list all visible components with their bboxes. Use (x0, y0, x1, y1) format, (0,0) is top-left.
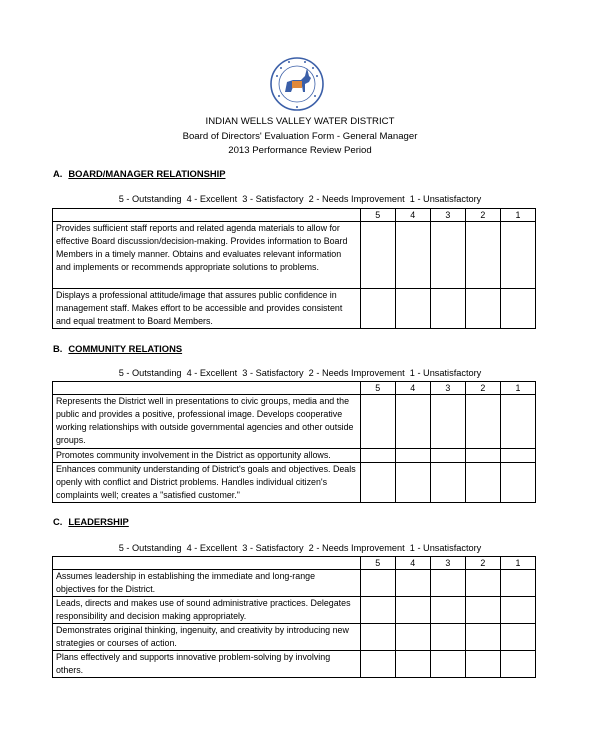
header-blank (53, 557, 361, 570)
rating-cell-1[interactable] (500, 651, 535, 678)
rating-cell-5[interactable] (360, 395, 395, 449)
rating-cell-1[interactable] (500, 395, 535, 449)
section-letter: C. (53, 516, 63, 527)
rating-scale-legend: 5 - Outstanding 4 - Excellent 3 - Satisfactory 2 - Needs Improvement 1 - Unsatisfactory (118, 368, 482, 378)
rating-cell-5[interactable] (360, 651, 395, 678)
rating-table-c (52, 556, 536, 678)
rating-cell-1[interactable] (500, 222, 535, 289)
rating-header: 4 (395, 209, 430, 222)
rating-cell-3[interactable] (430, 570, 465, 597)
rating-cell-1[interactable] (500, 597, 535, 624)
rating-cell-2[interactable] (465, 289, 500, 329)
criterion-text: Represents the District well in presentations to civic groups, media and the public and provides a positive, professional image. Develops cooperative working relationships with outside governmental agencies and other outside groups. (53, 395, 361, 449)
rating-cell-1[interactable] (500, 289, 535, 329)
review-period: 2013 Performance Review Period (228, 145, 372, 156)
rating-header: 1 (500, 382, 535, 395)
rating-cell-5[interactable] (360, 624, 395, 651)
rating-cell-5[interactable] (360, 570, 395, 597)
rating-cell-5[interactable] (360, 463, 395, 503)
rating-header: 2 (465, 557, 500, 570)
criterion-text: Plans effectively and supports innovative problem-solving by involving others. (53, 651, 361, 678)
rating-cell-5[interactable] (360, 222, 395, 289)
section-a-title (53, 168, 226, 179)
rating-cell-3[interactable] (430, 624, 465, 651)
rating-cell-2[interactable] (465, 597, 500, 624)
section-c-title (53, 516, 129, 527)
rating-cell-4[interactable] (395, 289, 430, 329)
rating-header: 3 (430, 382, 465, 395)
criterion-text: Promotes community involvement in the District as opportunity allows. (53, 449, 361, 463)
rating-header: 1 (500, 557, 535, 570)
section-name: LEADERSHIP (68, 516, 129, 527)
rating-cell-2[interactable] (465, 222, 500, 289)
rating-cell-2[interactable] (465, 449, 500, 463)
rating-cell-3[interactable] (430, 597, 465, 624)
rating-cell-3[interactable] (430, 222, 465, 289)
rating-cell-2[interactable] (465, 395, 500, 449)
org-name: INDIAN WELLS VALLEY WATER DISTRICT (205, 116, 395, 127)
rating-header: 1 (500, 209, 535, 222)
rating-scale-legend: 5 - Outstanding 4 - Excellent 3 - Satisfactory 2 - Needs Improvement 1 - Unsatisfactory (118, 194, 482, 204)
criterion-text: Demonstrates original thinking, ingenuity, and creativity by introducing new strategies or courses of action. (53, 624, 361, 651)
rating-header: 4 (395, 382, 430, 395)
form-title: Board of Directors' Evaluation Form - General Manager (182, 131, 418, 142)
rating-cell-4[interactable] (395, 624, 430, 651)
rating-header: 2 (465, 382, 500, 395)
criterion-text: Enhances community understanding of District's goals and objectives. Deals openly with conflict and District problems. Handles individual citizen's complaints well; creates a "satisfied customer." (53, 463, 361, 503)
rating-table-a (52, 208, 536, 329)
criterion-text: Leads, directs and makes use of sound administrative practices. Delegates responsibility and decision making appropriately. (53, 597, 361, 624)
rating-header: 5 (360, 382, 395, 395)
rating-scale-legend: 5 - Outstanding 4 - Excellent 3 - Satisfactory 2 - Needs Improvement 1 - Unsatisfactory (118, 543, 482, 553)
rating-header: 3 (430, 209, 465, 222)
rating-cell-3[interactable] (430, 651, 465, 678)
section-letter: A. (53, 168, 63, 179)
rating-header: 5 (360, 209, 395, 222)
rating-cell-4[interactable] (395, 222, 430, 289)
rating-cell-3[interactable] (430, 449, 465, 463)
rating-header: 2 (465, 209, 500, 222)
section-letter: B. (53, 343, 63, 354)
section-b-title (53, 343, 182, 354)
rating-header: 4 (395, 557, 430, 570)
rating-cell-5[interactable] (360, 449, 395, 463)
rating-cell-3[interactable] (430, 395, 465, 449)
rating-cell-4[interactable] (395, 463, 430, 503)
rating-header: 3 (430, 557, 465, 570)
rating-cell-1[interactable] (500, 449, 535, 463)
rating-cell-3[interactable] (430, 463, 465, 503)
rating-cell-2[interactable] (465, 570, 500, 597)
header-blank (53, 209, 361, 222)
rating-cell-5[interactable] (360, 597, 395, 624)
rating-cell-5[interactable] (360, 289, 395, 329)
rating-cell-2[interactable] (465, 651, 500, 678)
criterion-text: Assumes leadership in establishing the immediate and long-range objectives for the District. (53, 570, 361, 597)
section-name: BOARD/MANAGER RELATIONSHIP (68, 168, 226, 179)
district-seal-logo (263, 56, 331, 112)
rating-cell-1[interactable] (500, 570, 535, 597)
criterion-text: Displays a professional attitude/image that assures public confidence in management staff. Makes effort to be accessible and provides consistent and equal treatment to Board Members. (53, 289, 361, 329)
rating-cell-1[interactable] (500, 463, 535, 503)
rating-cell-4[interactable] (395, 395, 430, 449)
rating-header: 5 (360, 557, 395, 570)
rating-cell-4[interactable] (395, 570, 430, 597)
rating-cell-4[interactable] (395, 597, 430, 624)
rating-cell-2[interactable] (465, 463, 500, 503)
rating-cell-2[interactable] (465, 624, 500, 651)
rating-table-b (52, 381, 536, 503)
rating-cell-1[interactable] (500, 624, 535, 651)
rating-cell-3[interactable] (430, 289, 465, 329)
section-name: COMMUNITY RELATIONS (68, 343, 183, 354)
criterion-text: Provides sufficient staff reports and related agenda materials to allow for effective Board discussion/decision-making. Provides information to Board Members in a timely manner. Obtains and evaluates relevant information and implements or recommends appropriate solutions to problems. (53, 222, 361, 289)
header-blank (53, 382, 361, 395)
rating-cell-4[interactable] (395, 651, 430, 678)
rating-cell-4[interactable] (395, 449, 430, 463)
